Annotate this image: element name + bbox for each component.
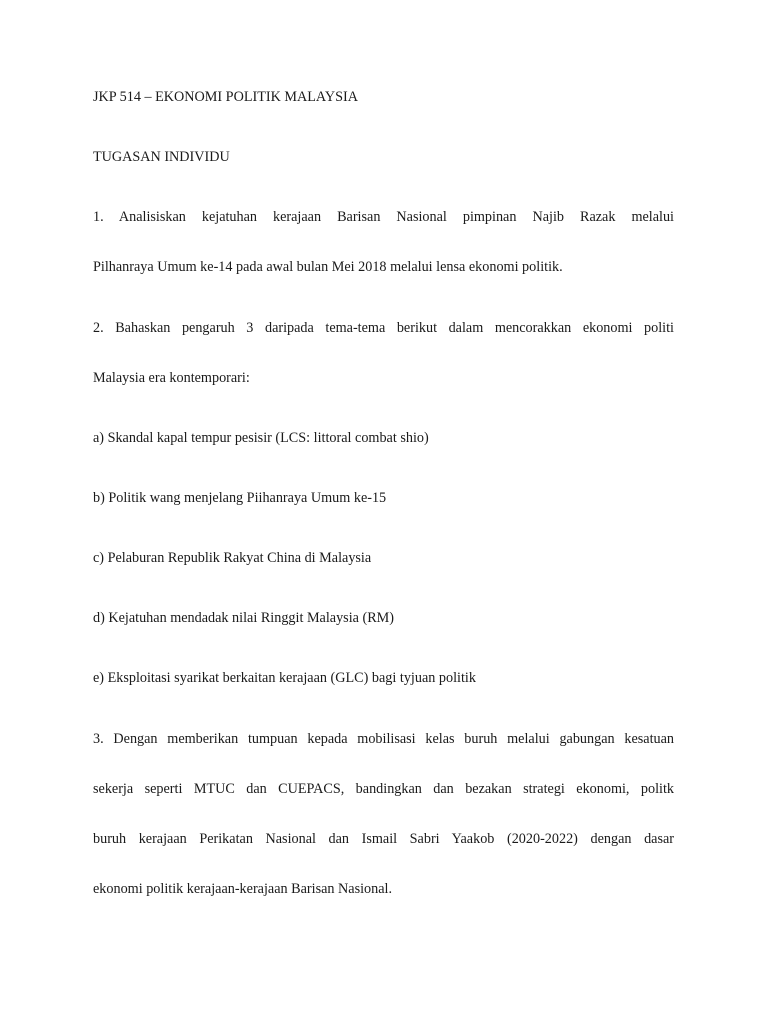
question-3-line-1: 3. Dengan memberikan tumpuan kepada mobilisasi kelas buruh melalui gabungan kesatuan — [93, 731, 674, 747]
question-2-line-1: 2. Bahaskan pengaruh 3 daripada tema-tema berikut dalam mencorakkan ekonomi politi — [93, 320, 674, 336]
question-2-item-a: a) Skandal kapal tempur pesisir (LCS: littoral combat shio) — [93, 430, 429, 446]
question-3-line-2: sekerja seperti MTUC dan CUEPACS, bandingkan dan bezakan strategi ekonomi, politk — [93, 781, 674, 797]
question-3-line-4: ekonomi politik kerajaan-kerajaan Barisan Nasional. — [93, 881, 393, 897]
question-2-item-b: b) Politik wang menjelang Piihanraya Umum ke-15 — [93, 490, 387, 506]
question-2-line-2: Malaysia era kontemporari: — [93, 370, 250, 386]
question-1-line-1: 1. Analisiskan kejatuhan kerajaan Barisan Nasional pimpinan Najib Razak melalui — [93, 209, 674, 225]
question-2-item-e: e) Eksploitasi syarikat berkaitan kerajaan (GLC) bagi tyjuan politik — [93, 670, 476, 686]
course-title: JKP 514 – EKONOMI POLITIK MALAYSIA — [93, 89, 358, 105]
question-2-item-c: c) Pelaburan Republik Rakyat China di Malaysia — [93, 550, 372, 566]
question-3-line-3: buruh kerajaan Perikatan Nasional dan Ismail Sabri Yaakob (2020-2022) dengan dasar — [93, 831, 674, 847]
assignment-type: TUGASAN INDIVIDU — [93, 149, 230, 165]
question-1-line-2: Pilhanraya Umum ke-14 pada awal bulan Mei 2018 melalui lensa ekonomi politik. — [93, 259, 563, 275]
question-2-item-d: d) Kejatuhan mendadak nilai Ringgit Malaysia (RM) — [93, 610, 395, 626]
